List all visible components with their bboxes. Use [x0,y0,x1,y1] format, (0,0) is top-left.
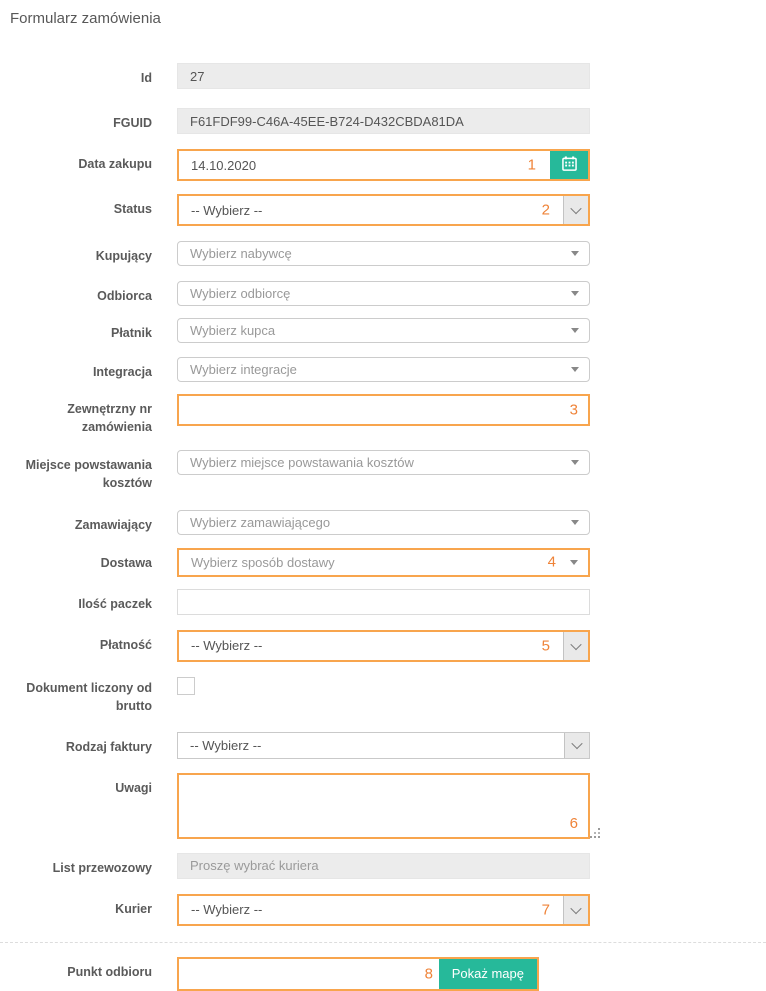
zewnetrzny-nr-label: Zewnętrzny nr zamówienia [67,402,152,435]
miejsce-kosztow-select[interactable] [177,450,590,475]
kurier-arrow-box [563,896,588,924]
field-row-kurier [0,894,766,926]
platnosc-highlight [177,630,590,662]
step-marker-1: 1 [527,156,536,174]
caret-down-icon [571,328,579,333]
field-row-platnik [0,318,766,343]
punkt-odbioru-input[interactable] [179,959,439,989]
data-zakupu-label: Data zakupu [78,157,152,171]
data-zakupu-highlight [177,149,590,181]
kupujacy-select[interactable] [177,241,590,266]
uwagi-label: Uwagi [115,780,152,795]
caret-down-icon [571,251,579,256]
rodzaj-faktury-arrow-box [564,733,589,758]
field-row-odbiorca [0,281,766,306]
step-marker-8: 8 [424,965,433,983]
rodzaj-faktury-select[interactable] [177,732,590,759]
status-highlight [177,194,590,226]
list-przewozowy-label: List przewozowy [52,860,152,875]
calendar-icon [562,156,577,174]
platnosc-arrow-box [563,632,588,660]
uwagi-textarea[interactable] [179,775,588,837]
field-row-miejsce-kosztow [0,450,766,492]
field-row-status [0,194,766,226]
dashed-divider [0,942,766,943]
list-przewozowy-placeholder: Proszę wybrać kuriera [190,858,319,874]
field-row-platnosc [0,630,766,662]
rodzaj-faktury-selected-value: -- Wybierz -- [190,737,262,753]
kurier-label: Kurier [115,901,152,916]
resize-handle-icon[interactable] [591,828,600,837]
miejsce-kosztow-label: Miejsce powstawania kosztów [25,458,152,491]
step-marker-5: 5 [541,637,550,654]
calendar-button[interactable] [550,151,588,179]
fguid-value: F61FDF99-C46A-45EE-B724-D432CBDA81DA [190,113,464,129]
status-select[interactable] [179,196,588,224]
kupujacy-label: Kupujący [95,249,152,263]
caret-down-icon [571,520,579,525]
zewnetrzny-nr-input[interactable] [179,396,588,424]
id-value: 27 [190,68,205,84]
odbiorca-placeholder: Wybierz odbiorcę [190,286,291,301]
field-row-data-zakupu [0,149,766,181]
platnik-label: Płatnik [111,326,152,340]
zamawiajacy-placeholder: Wybierz zamawiającego [190,514,331,530]
brutto-label: Dokument liczony od brutto [26,680,152,713]
step-marker-2: 2 [541,201,550,219]
dostawa-highlight [177,548,590,577]
fguid-input [177,108,590,134]
field-row-brutto [0,677,766,715]
field-row-zewnetrzny-nr [0,394,766,436]
order-form [0,63,766,991]
id-label: Id [140,71,152,85]
punkt-odbioru-highlight [177,957,539,991]
integracja-label: Integracja [92,365,152,379]
zewnetrzny-nr-highlight [177,394,590,426]
integracja-select[interactable] [177,357,590,382]
chevron-down-icon [571,738,582,749]
chevron-down-icon [570,903,581,914]
field-row-fguid [0,108,766,134]
odbiorca-label: Odbiorca [97,289,152,303]
field-row-rodzaj-faktury [0,732,766,759]
page-title: Formularz zamówienia [10,10,161,27]
platnosc-selected-value: -- Wybierz -- [191,638,263,653]
brutto-checkbox[interactable] [177,677,195,695]
platnik-placeholder: Wybierz kupca [190,323,276,338]
field-row-ilosc-paczek [0,589,766,615]
step-marker-6: 6 [569,814,578,832]
caret-down-icon [570,560,578,565]
punkt-odbioru-label: Punkt odbioru [67,964,152,979]
status-arrow-box [563,196,588,224]
data-zakupu-value: 14.10.2020 [191,157,257,173]
miejsce-kosztow-placeholder: Wybierz miejsce powstawania kosztów [190,455,414,471]
dostawa-label: Dostawa [100,555,152,570]
kurier-highlight [177,894,590,926]
field-row-uwagi [0,773,766,839]
ilosc-paczek-label: Ilość paczek [78,596,152,611]
step-marker-3: 3 [569,401,578,419]
step-marker-4: 4 [547,553,556,571]
uwagi-highlight [177,773,590,839]
kupujacy-placeholder: Wybierz nabywcę [190,246,292,261]
fguid-label: FGUID [113,116,152,130]
field-row-dostawa [0,548,766,577]
kurier-select[interactable] [179,896,588,924]
caret-down-icon [571,291,579,296]
field-row-list-przewozowy [0,853,766,879]
field-row-zamawiajacy [0,510,766,535]
field-row-punkt-odbioru [0,957,766,991]
field-row-integracja [0,357,766,382]
status-selected-value: -- Wybierz -- [191,202,263,218]
status-label: Status [113,202,152,216]
caret-down-icon [571,367,579,372]
kurier-selected-value: -- Wybierz -- [191,902,263,918]
rodzaj-faktury-label: Rodzaj faktury [65,739,152,754]
data-zakupu-input[interactable] [179,151,550,179]
platnik-select[interactable] [177,318,590,343]
chevron-down-icon [570,203,581,214]
id-input [177,63,590,89]
integracja-placeholder: Wybierz integracje [190,362,297,377]
field-row-id [0,63,766,89]
zamawiajacy-select[interactable] [177,510,590,535]
dostawa-placeholder: Wybierz sposób dostawy [191,554,335,570]
dostawa-select[interactable] [179,550,588,575]
chevron-down-icon [570,638,581,649]
platnosc-label: Płatność [99,637,152,652]
show-map-button[interactable]: Pokaż mapę [439,959,537,989]
ilosc-paczek-input[interactable] [177,589,590,615]
field-row-kupujacy [0,241,766,266]
odbiorca-select[interactable] [177,281,590,306]
step-marker-7: 7 [541,901,550,919]
platnosc-select[interactable] [179,632,588,660]
caret-down-icon [571,460,579,465]
zamawiajacy-label: Zamawiający [74,517,152,532]
list-przewozowy-input [177,853,590,879]
